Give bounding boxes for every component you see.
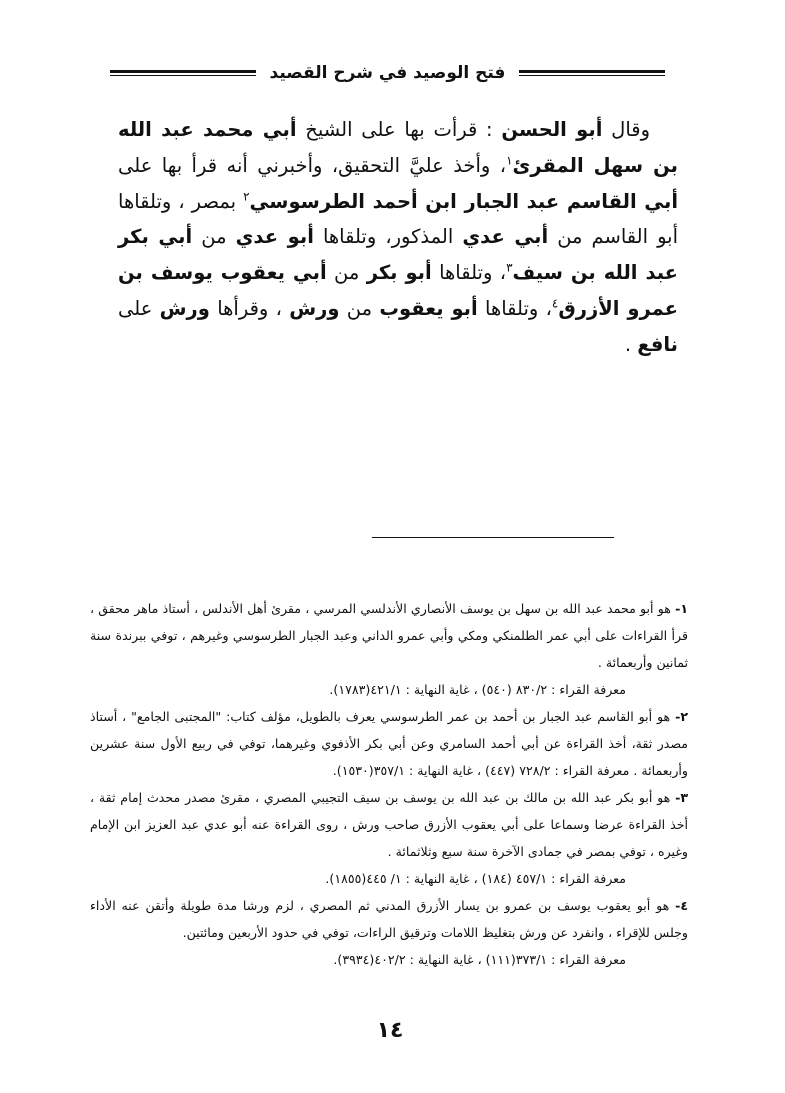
footnote-ref-2[interactable]: ٢ xyxy=(243,189,250,204)
footnotes xyxy=(90,595,688,973)
footnote-3-source: معرفة القراء : ٤٥٧/١ (١٨٤) ، غاية النهاية : ١/ ٤٤٥(١٨٥٥). xyxy=(325,871,626,886)
footnote-number: ٢- xyxy=(675,709,688,724)
footnote-1 xyxy=(90,595,688,676)
footnote-number: ١- xyxy=(675,601,688,616)
text-run: من xyxy=(326,261,367,285)
page-number: ١٤ xyxy=(376,1018,404,1043)
text-run: وقال xyxy=(602,118,650,141)
text-run: على xyxy=(118,296,160,320)
running-head xyxy=(110,58,665,88)
footnote-ref-4[interactable]: ٤ xyxy=(551,296,559,311)
bold-name: أبو بكر xyxy=(366,261,432,285)
text-run: ، وأخذ عليَّ التحقيق، وأخبرني أنه قرأ بها على xyxy=(118,153,507,177)
bold-name: أبي عدي xyxy=(462,225,549,249)
footnote-text: هو أبو محمد عبد الله بن سهل بن يوسف الأنصاري الأندلسي المرسي ، مقرئ أهل الأندلس ، أستاذ ماهر محقق ، قرأ القراءات على أبي عمر الطلمنكي ومكي وأبي عمرو الداني وعبد الجبار الطرسوسي وغيرهم ، توفي ببرندة سنة ثمانين وأربعمائة . xyxy=(90,601,688,670)
text-run: ، وتلقاها xyxy=(477,296,552,320)
footnote-ref-3[interactable]: ٣ xyxy=(506,260,513,275)
text-run: من xyxy=(339,296,380,320)
text-run: بمصر ، وتلقاها أبو القاسم من xyxy=(118,189,678,249)
header-rule-right xyxy=(519,70,665,76)
running-head-title: فتح الوصيد في شرح القصيد xyxy=(269,63,506,83)
bold-name: أبي القاسم عبد الجبار ابن أحمد الطرسوسي xyxy=(249,189,679,213)
main-text xyxy=(118,112,678,363)
main-paragraph xyxy=(118,112,678,363)
bold-name: أبي محمد عبد الله بن سهل المقرئ xyxy=(118,118,678,177)
footnote-3 xyxy=(90,784,688,865)
footnote-text: هو أبو بكر عبد الله بن مالك بن عبد الله بن يوسف بن سيف التجيبي المصري ، مقرئ مصدر محدث إمام ثقة ، أخذ القراءة عرضا وسماعا على أبي يعقوب الأزرق صاحب ورش ، روى القراءة عنه أبو عدي عبد العزيز ابن الإمام وغيره ، توفي بمصر في جمادى الآخرة سنة سبع وثلاثمائة . xyxy=(90,790,688,859)
bold-name: أبو يعقوب xyxy=(379,296,478,320)
footnote-4 xyxy=(90,892,688,946)
footnote-text: هو أبو يعقوب يوسف بن عمرو بن يسار الأزرق المدني ثم المصري ، لزم ورشا مدة طويلة وأتقن عنه الأداء وجلس للإقراء ، وانفرد عن ورش بتغليظ اللامات وترقيق الراءات، توفي في حدود الأربعين ومائتين. xyxy=(90,898,688,940)
text-run: من xyxy=(192,225,236,249)
bold-name: أبو الحسن xyxy=(501,118,603,141)
footnote-4-source: معرفة القراء : ٣٧٣/١(١١١) ، غاية النهاية : ٤٠٢/٢(٣٩٣٤). xyxy=(333,952,626,967)
bold-name: أبي بكر عبد الله بن سيف xyxy=(118,225,678,285)
text-run: . xyxy=(624,332,638,356)
bold-name: ورش xyxy=(289,296,340,320)
footnote-number: ٤- xyxy=(675,898,688,913)
footnote-2 xyxy=(90,703,688,784)
text-run: : قرأت بها على الشيخ xyxy=(296,118,502,141)
footnote-ref-1[interactable]: ١ xyxy=(506,153,513,168)
bold-name: ورش xyxy=(159,296,210,320)
header-rule-left xyxy=(110,70,256,76)
text-run: المذكور، وتلقاها xyxy=(313,225,463,249)
footnote-text: هو أبو القاسم عبد الجبار بن أحمد بن عمر الطرسوسي يعرف بالطويل، مؤلف كتاب: "المجتبى الجامع" ، أستاذ مصدر ثقة، أخذ القراءة عن أبي أحمد السامري وعن أبي بكر الأذفوي وغيرهما، توفي في ربيع الأول سنة عشرين وأربعمائة . معرفة القراء : ٧٢٨/٢ (٤٤٧) ، غاية النهاية : ٣٥٧/١(١٥٣٠). xyxy=(90,709,688,778)
text-run: ، وتلقاها xyxy=(431,261,507,285)
footnote-separator xyxy=(372,537,614,538)
bold-name: أبي يعقوب يوسف بن عمرو الأزرق xyxy=(118,261,678,320)
bold-name: أبو عدي xyxy=(235,225,314,249)
bold-name: نافع xyxy=(637,332,678,356)
footnote-1-source: معرفة القراء : ٨٣٠/٢ (٥٤٠) ، غاية النهاية : ٤٢١/١(١٧٨٣). xyxy=(329,682,626,697)
footnote-number: ٣- xyxy=(675,790,688,805)
text-run: ، وقرأها xyxy=(209,296,290,320)
